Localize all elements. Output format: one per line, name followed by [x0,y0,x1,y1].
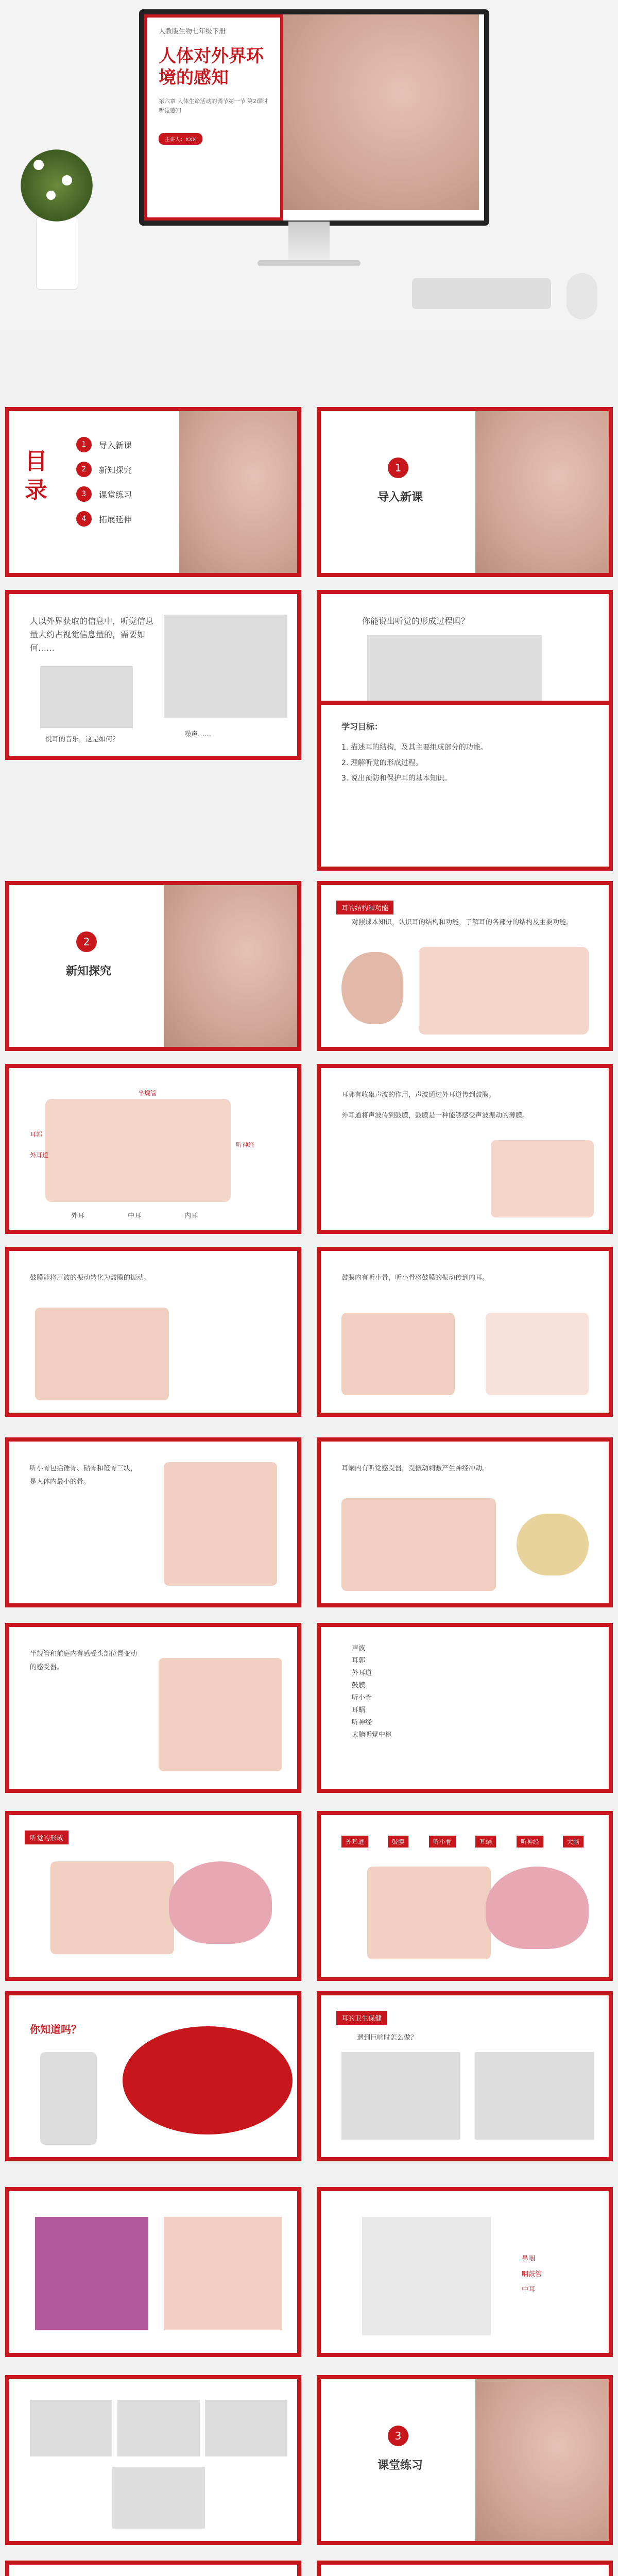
ear-diagram [159,1658,282,1771]
section-title: 导入新课 [377,490,423,504]
photo [117,2400,200,2456]
face-photo [283,14,479,210]
label: 鼻咽 [522,2255,536,2263]
face-photo [164,885,301,1050]
section-number: 3 [388,2426,408,2446]
goal-item: 2. 理解听觉的形成过程。 [341,759,423,767]
goal-item: 1. 描述耳的结构，及其主要组成部分的功能。 [341,743,488,752]
cover-mockup [0,0,618,330]
hand-photo [362,2217,491,2335]
ear-diagram [35,1308,169,1400]
goals-title: 学习目标： [341,722,383,732]
cochlea-slide [317,1437,613,1607]
monitor-screen [139,9,489,226]
red-bubble [123,2026,293,2134]
brain-diagram [486,1867,589,1949]
toc-item[interactable]: 4 拓展延伸 [76,511,132,527]
step-label: 鼓膜 [388,1836,408,1848]
middle-notes-slide [5,1437,301,1607]
middle-ear-slide [5,1247,301,1417]
intro-text: 人以外界获取的信息中，听觉信息量大约占视觉信息量的，需要如何…… [30,616,154,653]
note: 耳郭有收集声波的作用，声波通过外耳道传到鼓膜。 [341,1091,496,1099]
throat-photo [35,2217,148,2330]
caption: 悦耳的音乐，这是如何？ [45,736,119,743]
care-photo-slide [317,1991,613,2161]
note: 鼓膜能将声波的振动转化为鼓膜的振动。 [30,1274,151,1282]
photo [475,2052,594,2140]
toc-item[interactable]: 2 新知探究 [76,462,132,477]
exercise-slide [5,2561,301,2576]
section-slide [317,2375,613,2545]
note: 半规管和前庭内有感受头部位置变动的感受器。 [30,1650,138,1671]
photo [341,2052,460,2140]
ear-label: 半规管 [138,1090,157,1097]
toc-title: 目录 [25,448,47,503]
ear-labels-slide [5,1064,301,1234]
hearing-labels-slide [317,1811,613,1981]
ear-photo [341,952,403,1024]
monitor-stand [288,222,330,263]
step-label: 听神经 [517,1836,543,1848]
goal-item: 3. 说出预防和保护耳的基本知识。 [341,774,452,783]
label: 中耳 [522,2286,536,2294]
hearing-steps: 声波 耳郭 外耳道 鼓膜 听小骨 耳蜗 听神经 大脑听觉中枢 [352,1645,392,1739]
ear-label: 外耳道 [30,1151,49,1159]
section-label: 耳的卫生保健 [336,2011,387,2025]
throat-slide [5,2187,301,2357]
ear-diagram [164,1462,277,1586]
step-label: 耳蜗 [475,1836,496,1848]
photo [112,2467,205,2529]
crowd-photo [164,615,287,718]
question-text: 你能说出听觉的形成过程吗？ [362,616,470,626]
toc-item[interactable]: 1 导入新课 [76,437,132,452]
section-title: 课堂练习 [377,2459,423,2472]
cover-subtitle: 第六章 人体生命活动的调节第一节 第2课时 听觉感知 [159,98,268,114]
section-number: 1 [388,457,408,478]
cover-title: 人体对外界环境的感知 [159,46,264,88]
ear-diagram [419,947,589,1035]
ear-text: 对照课本知识，认识耳的结构和功能，了解耳的各部分的结构及主要功能。 [352,919,573,926]
brain-diagram [169,1861,272,1944]
child-cartoon [40,2052,97,2145]
step-label: 外耳道 [341,1836,368,1848]
music-photo [40,666,133,728]
cover-speaker: 主讲人：XXX [159,133,202,145]
hearing-flow-slide [317,1623,613,1793]
ossicle-diagram [486,1313,589,1395]
inner-ear-slide [317,1247,613,1417]
hearing-title-slide [5,1811,301,1981]
note: 鼓膜内有听小骨，听小骨将鼓膜的振动传到内耳。 [341,1274,489,1282]
monitor-base [258,260,360,266]
photo [205,2400,287,2456]
ear-structure-slide [317,881,613,1051]
section-slide [5,881,301,1051]
exercise-slide [317,2561,613,2576]
ear-notes-slide [317,1064,613,1234]
section-label: 耳的结构和功能 [336,901,393,914]
goals-slide [317,701,613,871]
vestibule-slide [5,1623,301,1793]
ear-diagram [341,1498,496,1591]
toc-slide [5,407,301,577]
note: 听小骨包括锤骨、砧骨和镫骨三块，是人体内最小的骨。 [30,1465,138,1486]
ear-closeup [491,1140,594,1217]
section-slide [317,407,613,577]
step-label: 大脑 [563,1836,583,1848]
ear-label: 耳郭 [30,1131,43,1138]
ear-diagram [50,1861,174,1954]
care-slide [5,1991,301,2161]
face-photo [179,411,301,576]
face-photo [475,411,613,576]
region-label: 外耳 [71,1212,85,1220]
note: 耳蜗内有听觉感受器，受振动刺激产生神经冲动。 [341,1465,489,1472]
ear-diagram [367,1867,491,1959]
cochlea-diagram [517,1514,589,1575]
ear-diagram [45,1099,231,1202]
photo [30,2400,112,2456]
face-photo [475,2379,613,2544]
ear-diagram [341,1313,455,1395]
toc-item[interactable]: 3 课堂练习 [76,486,132,502]
note: 外耳道将声波传到鼓膜，鼓膜是一种能够感受声波振动的薄膜。 [341,1112,529,1120]
section-label: 听觉的形成 [25,1831,68,1844]
cover-grade: 人教版生物七年级下册 [159,28,226,36]
ear-label: 听神经 [236,1141,255,1148]
intro-slide [5,590,301,760]
nose-diagram [164,2217,282,2330]
mouse [566,273,597,319]
keyboard [412,278,551,309]
label: 咽鼓管 [522,2270,542,2278]
care-prompt: 你知道吗？ [30,2023,81,2036]
step-label: 听小骨 [429,1836,456,1848]
region-label: 内耳 [184,1212,198,1220]
section-title: 新知探究 [66,964,112,978]
caption: 噪声…… [184,731,212,738]
photos-slide [5,2375,301,2545]
ear-block-slide [317,2187,613,2357]
care-sub: 遇到巨响时怎么做？ [357,2034,418,2042]
section-number: 2 [76,931,97,952]
region-label: 中耳 [128,1212,142,1220]
plant-decoration [15,139,98,289]
